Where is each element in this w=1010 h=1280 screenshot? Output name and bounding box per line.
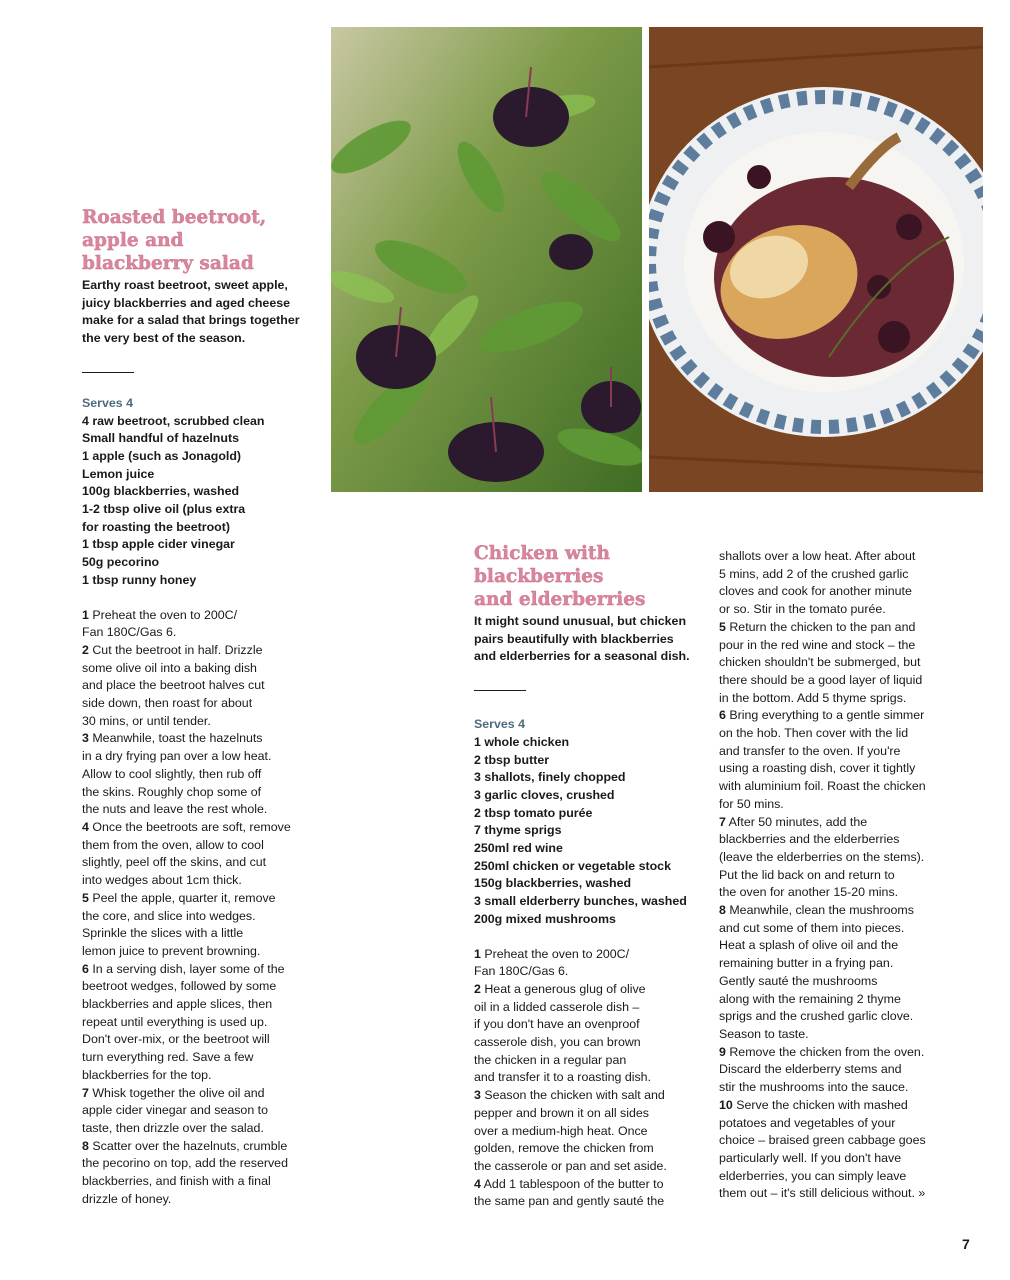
method-step [82, 730, 312, 819]
step-line: or so. Stir in the tomato purée. [719, 602, 886, 617]
ingredient-item: 250ml red wine [474, 841, 563, 856]
step-line [474, 946, 699, 964]
step-text: Peel the apple, quarter it, remove [92, 890, 276, 905]
step-line: the core, and slice into wedges. [82, 908, 256, 923]
step-line [474, 1087, 699, 1105]
step-text: Once the beetroots are soft, remove [92, 819, 291, 834]
step-line: the chicken in a regular pan [474, 1052, 627, 1067]
method-steps [82, 607, 312, 1209]
step-line: beetroot wedges, followed by some [82, 979, 277, 994]
step-line: golden, remove the chicken from [474, 1141, 654, 1156]
step-line: apple cider vinegar and season to [82, 1103, 268, 1118]
step-number: 8 [82, 1138, 89, 1153]
ingredient-list [82, 413, 312, 590]
step-text: After 50 minutes, add the [728, 814, 868, 829]
step-number: 5 [719, 619, 726, 634]
step-text: Meanwhile, toast the hazelnuts [92, 731, 263, 746]
ingredient-item: 1 tbsp apple cider vinegar [82, 537, 235, 552]
method-step [719, 707, 951, 813]
step-text: In a serving dish, layer some of the [92, 961, 285, 976]
ingredient-item: 2 tbsp butter [474, 752, 550, 767]
step-line [719, 1044, 951, 1062]
step-line: stir the mushrooms into the sauce. [719, 1080, 909, 1095]
step-line: Heat a splash of olive oil and the [719, 938, 899, 953]
recipe-intro: Earthy roast beetroot, sweet apple, juicy blackberries and aged cheese make for a salad that brings together the very best of the season. [82, 278, 300, 346]
ingredient-item: 3 small elderberry bunches, washed [474, 894, 687, 909]
step-line: lemon juice to prevent browning. [82, 943, 261, 958]
step-line: and transfer to the oven. If you're [719, 743, 901, 758]
serves-label: Serves 4 [474, 717, 525, 732]
recipe-title-line: Chicken with [474, 543, 610, 564]
step-line: sprigs and the crushed garlic clove. [719, 1009, 914, 1024]
method-step [82, 890, 312, 961]
method-step [474, 946, 699, 981]
step-text: Cut the beetroot in half. Drizzle [92, 642, 263, 657]
step-line [719, 707, 951, 725]
step-number: 10 [719, 1097, 733, 1112]
step-line: blackberries and the elderberries [719, 832, 900, 847]
step-line: remaining butter in a frying pan. [719, 956, 894, 971]
step-line [719, 1097, 951, 1115]
step-line: for 50 mins. [719, 796, 784, 811]
step-line: blackberries for the top. [82, 1067, 212, 1082]
step-text: Heat a generous glug of olive [484, 981, 646, 996]
step-line [82, 819, 312, 837]
step-line: the pecorino on top, add the reserved [82, 1156, 288, 1171]
step-line: pour in the red wine and stock – the [719, 637, 916, 652]
step-number: 2 [82, 642, 89, 657]
step-line [82, 607, 312, 625]
recipe-title-line: apple and [82, 230, 184, 251]
divider [474, 690, 526, 691]
step-line [82, 890, 312, 908]
step-number: 4 [474, 1176, 481, 1191]
step-text: Preheat the oven to 200C/ [484, 946, 630, 961]
step-line: cloves and cook for another minute [719, 584, 912, 599]
step-line: elderberries, you can simply leave [719, 1168, 907, 1183]
step-text: Meanwhile, clean the mushrooms [729, 903, 914, 918]
step-line: Season to taste. [719, 1026, 809, 1041]
ingredient-item: Lemon juice [82, 466, 155, 481]
method-steps [474, 946, 699, 1212]
ingredient-item: 1-2 tbsp olive oil (plus extra [82, 502, 246, 517]
step-line: and transfer it to a roasting dish. [474, 1070, 652, 1085]
step-number: 8 [719, 903, 726, 918]
method-step [82, 961, 312, 1085]
step-line: potatoes and vegetables of your [719, 1115, 896, 1130]
chicken-dish-photo [649, 27, 983, 492]
step-line: Sprinkle the slices with a little [82, 926, 244, 941]
step-line: Put the lid back on and return to [719, 867, 895, 882]
ingredient-item: for roasting the beetroot) [82, 519, 230, 534]
method-step [474, 981, 699, 1087]
ingredient-item: 1 apple (such as Jonagold) [82, 448, 242, 463]
step-line [474, 1176, 699, 1194]
step-line: drizzle of honey. [82, 1191, 172, 1206]
method-step [82, 1138, 312, 1209]
method-steps [719, 619, 951, 1203]
step-line [719, 814, 951, 832]
step-number: 5 [82, 890, 89, 905]
recipe-title-line: Roasted beetroot, [82, 207, 267, 228]
step-number: 9 [719, 1044, 726, 1059]
ingredient-item: 200g mixed mushrooms [474, 911, 616, 926]
step-line [82, 961, 312, 979]
step-text: Season the chicken with salt and [484, 1088, 665, 1103]
step-number: 4 [82, 819, 89, 834]
step-line [82, 1085, 312, 1103]
step-number: 3 [82, 731, 89, 746]
step-number: 7 [82, 1085, 89, 1100]
step-line: Allow to cool slightly, then rub off [82, 766, 262, 781]
step-line: if you don't have an ovenproof [474, 1017, 640, 1032]
step-line: the same pan and gently sauté the [474, 1194, 665, 1209]
step-line: Fan 180C/Gas 6. [474, 964, 569, 979]
step-number: 3 [474, 1088, 481, 1103]
method-step [719, 619, 951, 708]
step-line: using a roasting dish, cover it tightly [719, 761, 916, 776]
method-step [719, 814, 951, 903]
ingredient-item: 150g blackberries, washed [474, 876, 632, 891]
step-line [82, 642, 312, 660]
step-number: 6 [719, 708, 726, 723]
step-line: slightly, peel off the skins, and cut [82, 855, 267, 870]
step-text: Remove the chicken from the oven. [729, 1044, 925, 1059]
method-step [719, 902, 951, 1044]
step-line: chicken shouldn't be submerged, but [719, 655, 921, 670]
elderberry-bush-photo [331, 27, 642, 492]
step-line: some olive oil into a baking dish [82, 660, 257, 675]
ingredient-item: 1 tbsp runny honey [82, 572, 197, 587]
ingredient-item: 4 raw beetroot, scrubbed clean [82, 413, 265, 428]
step-line: the casserole or pan and set aside. [474, 1158, 667, 1173]
step-line: choice – braised green cabbage goes [719, 1133, 926, 1148]
step-text: Add 1 tablespoon of the butter to [483, 1176, 664, 1191]
step-number: 7 [719, 814, 726, 829]
method-continuation [719, 548, 951, 619]
ingredient-item: 3 garlic cloves, crushed [474, 787, 615, 802]
step-text: Preheat the oven to 200C/ [92, 607, 238, 622]
step-line: with aluminium foil. Roast the chicken [719, 779, 926, 794]
method-step [719, 1097, 951, 1203]
step-text: Return the chicken to the pan and [729, 619, 916, 634]
step-number: 6 [82, 961, 89, 976]
ingredient-item: 1 whole chicken [474, 734, 570, 749]
step-number: 1 [82, 607, 89, 622]
ingredient-list [474, 734, 699, 929]
divider [82, 372, 134, 373]
step-line: the skins. Roughly chop some of [82, 784, 262, 799]
step-number: 2 [474, 981, 481, 996]
step-line: into wedges about 1cm thick. [82, 873, 242, 888]
recipe-title-line: blackberry salad [82, 253, 254, 274]
step-line: there should be a good layer of liquid [719, 672, 923, 687]
step-line: pepper and brown it on all sides [474, 1105, 649, 1120]
step-line: and place the beetroot halves cut [82, 678, 265, 693]
recipe-beetroot-salad [82, 206, 312, 1208]
step-line: oil in a lidded casserole dish – [474, 999, 640, 1014]
step-line: taste, then drizzle over the salad. [82, 1120, 264, 1135]
recipe-title [474, 542, 699, 611]
step-line: the oven for another 15-20 mins. [719, 885, 899, 900]
step-line [719, 902, 951, 920]
step-line: (leave the elderberries on the stems). [719, 849, 925, 864]
method-step [82, 607, 312, 642]
method-step [82, 819, 312, 890]
step-text: Whisk together the olive oil and [92, 1085, 265, 1100]
ingredient-item: 7 thyme sprigs [474, 823, 562, 838]
ingredient-item: 250ml chicken or vegetable stock [474, 858, 671, 873]
step-line: repeat until everything is used up. [82, 1014, 268, 1029]
recipe-chicken [474, 542, 699, 1211]
step-line: Fan 180C/Gas 6. [82, 625, 177, 640]
ingredient-item: 3 shallots, finely chopped [474, 770, 626, 785]
step-text: Bring everything to a gentle simmer [729, 708, 925, 723]
recipe-chicken-continued [719, 548, 951, 1203]
method-step [82, 642, 312, 731]
step-number: 1 [474, 946, 481, 961]
step-line: blackberries and apple slices, then [82, 997, 273, 1012]
ingredient-item: 2 tbsp tomato purée [474, 805, 593, 820]
method-step [474, 1176, 699, 1211]
recipe-title-line: blackberries [474, 566, 604, 587]
step-text: Serve the chicken with mashed [736, 1097, 908, 1112]
step-line: and cut some of them into pieces. [719, 920, 905, 935]
page-number: 7 [962, 1236, 970, 1252]
ingredient-item: Small handful of hazelnuts [82, 431, 239, 446]
step-line: over a medium-high heat. Once [474, 1123, 648, 1138]
step-line: 30 mins, or until tender. [82, 713, 211, 728]
step-line: in a dry frying pan over a low heat. [82, 749, 272, 764]
step-line: Discard the elderberry stems and [719, 1062, 902, 1077]
step-line: Gently sauté the mushrooms [719, 973, 878, 988]
step-line [82, 1138, 312, 1156]
step-line: blackberries, and finish with a final [82, 1174, 271, 1189]
step-line: 5 mins, add 2 of the crushed garlic [719, 566, 909, 581]
step-text: Scatter over the hazelnuts, crumble [92, 1138, 288, 1153]
step-line [82, 730, 312, 748]
ingredient-item: 100g blackberries, washed [82, 484, 240, 499]
step-line [474, 981, 699, 999]
step-line: particularly well. If you don't have [719, 1150, 902, 1165]
step-line: the nuts and leave the rest whole. [82, 802, 268, 817]
method-step [719, 1044, 951, 1097]
step-line: Don't over-mix, or the beetroot will [82, 1032, 270, 1047]
step-line: on the hob. Then cover with the lid [719, 726, 909, 741]
recipe-title [82, 206, 312, 275]
step-line: casserole dish, you can brown [474, 1035, 641, 1050]
ingredient-item: 50g pecorino [82, 555, 160, 570]
step-line: shallots over a low heat. After about [719, 549, 916, 563]
step-line [719, 619, 951, 637]
serves-label: Serves 4 [82, 395, 133, 410]
step-line: them out – it's still delicious without. » [719, 1186, 926, 1201]
step-line: turn everything red. Save a few [82, 1050, 254, 1065]
recipe-intro: It might sound unusual, but chicken pairs beautifully with blackberries and elderberries for a seasonal dish. [474, 614, 690, 664]
method-step [82, 1085, 312, 1138]
method-step [474, 1087, 699, 1176]
step-line: along with the remaining 2 thyme [719, 991, 901, 1006]
recipe-title-line: and elderberries [474, 589, 646, 610]
step-line: them from the oven, allow to cool [82, 837, 264, 852]
step-line: in the bottom. Add 5 thyme sprigs. [719, 690, 907, 705]
step-line: side down, then roast for about [82, 696, 253, 711]
